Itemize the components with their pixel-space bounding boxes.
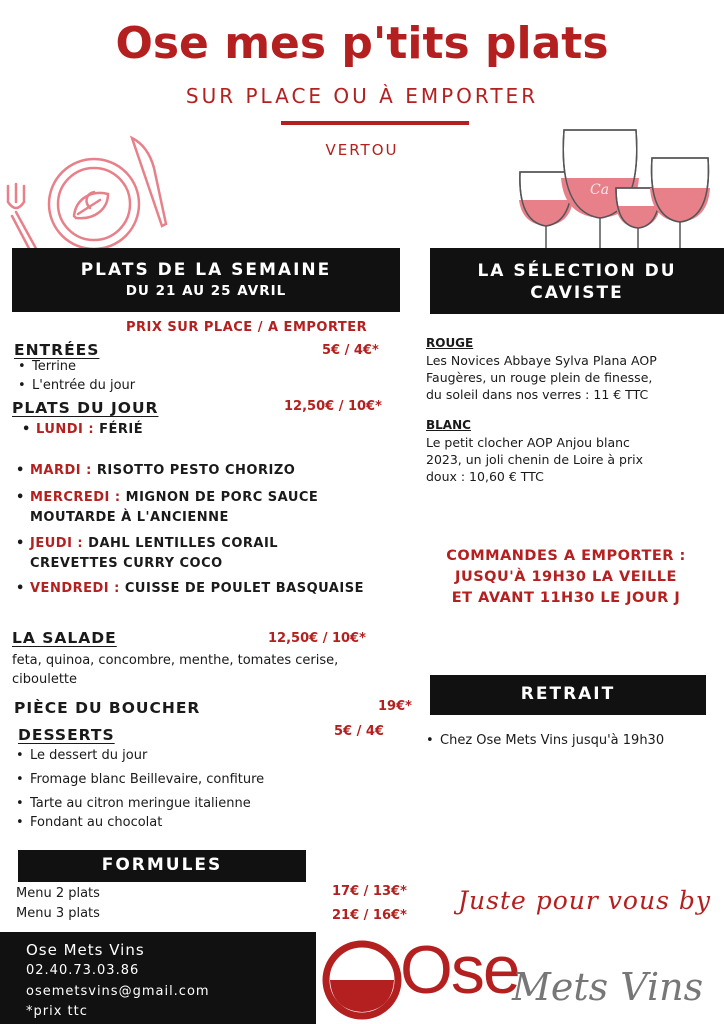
wine-glass-logo-icon (318, 930, 408, 1024)
desserts-label: DESSERTS (18, 726, 115, 744)
week-dates: DU 21 AU 25 AVRIL (125, 283, 287, 299)
day-item-mardi: • MARDI : RISOTTO PESTO CHORIZO (16, 463, 296, 478)
page-subtitle: SUR PLACE OU À EMPORTER (185, 84, 539, 108)
footer-note: *prix ttc (26, 1004, 88, 1019)
menu-name: Menu 2 plats (16, 886, 100, 901)
wine-glasses-icon (512, 122, 714, 264)
day-item-mercredi-line2: MOUTARDE À L'ANCIENNE (30, 510, 229, 525)
boucher-label: PIÈCE DU BOUCHER (14, 699, 201, 717)
rouge-label: ROUGE (426, 336, 474, 350)
week-header (12, 248, 400, 312)
day-item-lundi: • LUNDI : FÉRIÉ (22, 422, 144, 437)
day-item-mercredi: • MERCREDI : MIGNON DE PORC SAUCE (16, 490, 319, 505)
menu-price: 17€ / 13€* (332, 884, 407, 899)
boucher-price: 19€* (378, 699, 412, 714)
caviste-heading: LA SÉLECTION DU (477, 261, 677, 281)
list-item: • Terrine (18, 359, 77, 374)
caviste-header (430, 248, 724, 314)
brand-tagline: Juste pour vous by (458, 886, 711, 915)
list-item: • Fondant au chocolat (16, 815, 163, 830)
list-item: • Fromage blanc Beillevaire, confiture (16, 772, 265, 787)
list-item: • Le dessert du jour (16, 748, 148, 763)
page-title: Ose mes p'tits plats (115, 18, 609, 69)
entrees-price: 5€ / 4€* (322, 343, 379, 358)
plats-label: PLATS DU JOUR (12, 399, 159, 417)
menu-price: 21€ / 16€* (332, 908, 407, 923)
rouge-desc: Les Novices Abbaye Sylva Plana AOP Faugères, un rouge plein de finesse, du soleil dans nos verres : 11 € TTC (426, 353, 657, 402)
entrees-label: ENTRÉES (14, 341, 100, 359)
menu-name: Menu 3 plats (16, 906, 100, 921)
day-item-jeudi: • JEUDI : DAHL LENTILLES CORAIL (16, 536, 279, 551)
blanc-label: BLANC (426, 418, 471, 432)
formules-heading: FORMULES (18, 850, 306, 882)
salade-desc: feta, quinoa, concombre, menthe, tomates cerise, (12, 653, 339, 668)
city-label: VERTOU (325, 141, 399, 159)
desserts-price: 5€ / 4€ (334, 724, 384, 739)
retrait-item: • Chez Ose Mets Vins jusqu'à 19h30 (426, 733, 665, 748)
footer-email[interactable]: osemetsvins@gmail.com (26, 984, 210, 999)
retrait-heading: RETRAIT (430, 675, 706, 715)
week-heading: PLATS DE LA SEMAINE (80, 260, 332, 280)
commandes-info: COMMANDES A EMPORTER : JUSQU'À 19H30 LA VEILLE ET AVANT 11H30 LE JOUR J (446, 548, 686, 606)
glass-label: Ca (590, 182, 610, 198)
list-item: • L'entrée du jour (18, 378, 136, 393)
caviste-heading-line2: CAVISTE (530, 283, 624, 303)
plats-price: 12,50€ / 10€* (284, 399, 382, 414)
day-item-jeudi-line2: CREVETTES CURRY COCO (30, 556, 223, 571)
list-item: • Tarte au citron meringue italienne (16, 796, 251, 811)
title-divider (281, 121, 469, 125)
logo-mets-vins-text: Mets Vins (512, 965, 704, 1009)
price-note: PRIX SUR PLACE / A EMPORTER (126, 320, 368, 335)
day-item-vendredi: • VENDREDI : CUISSE DE POULET BASQUAISE (16, 581, 364, 596)
salade-label: LA SALADE (12, 629, 117, 647)
logo-ose-text: Ose (400, 932, 519, 1008)
salade-price: 12,50€ / 10€* (268, 631, 366, 646)
footer-name: Ose Mets Vins (26, 941, 145, 959)
footer-phone[interactable]: 02.40.73.03.86 (26, 963, 140, 978)
blanc-desc: Le petit clocher AOP Anjou blanc 2023, un joli chenin de Loire à prix doux : 10,60 € TTC (426, 435, 643, 484)
salade-desc-line2: ciboulette (12, 672, 78, 687)
